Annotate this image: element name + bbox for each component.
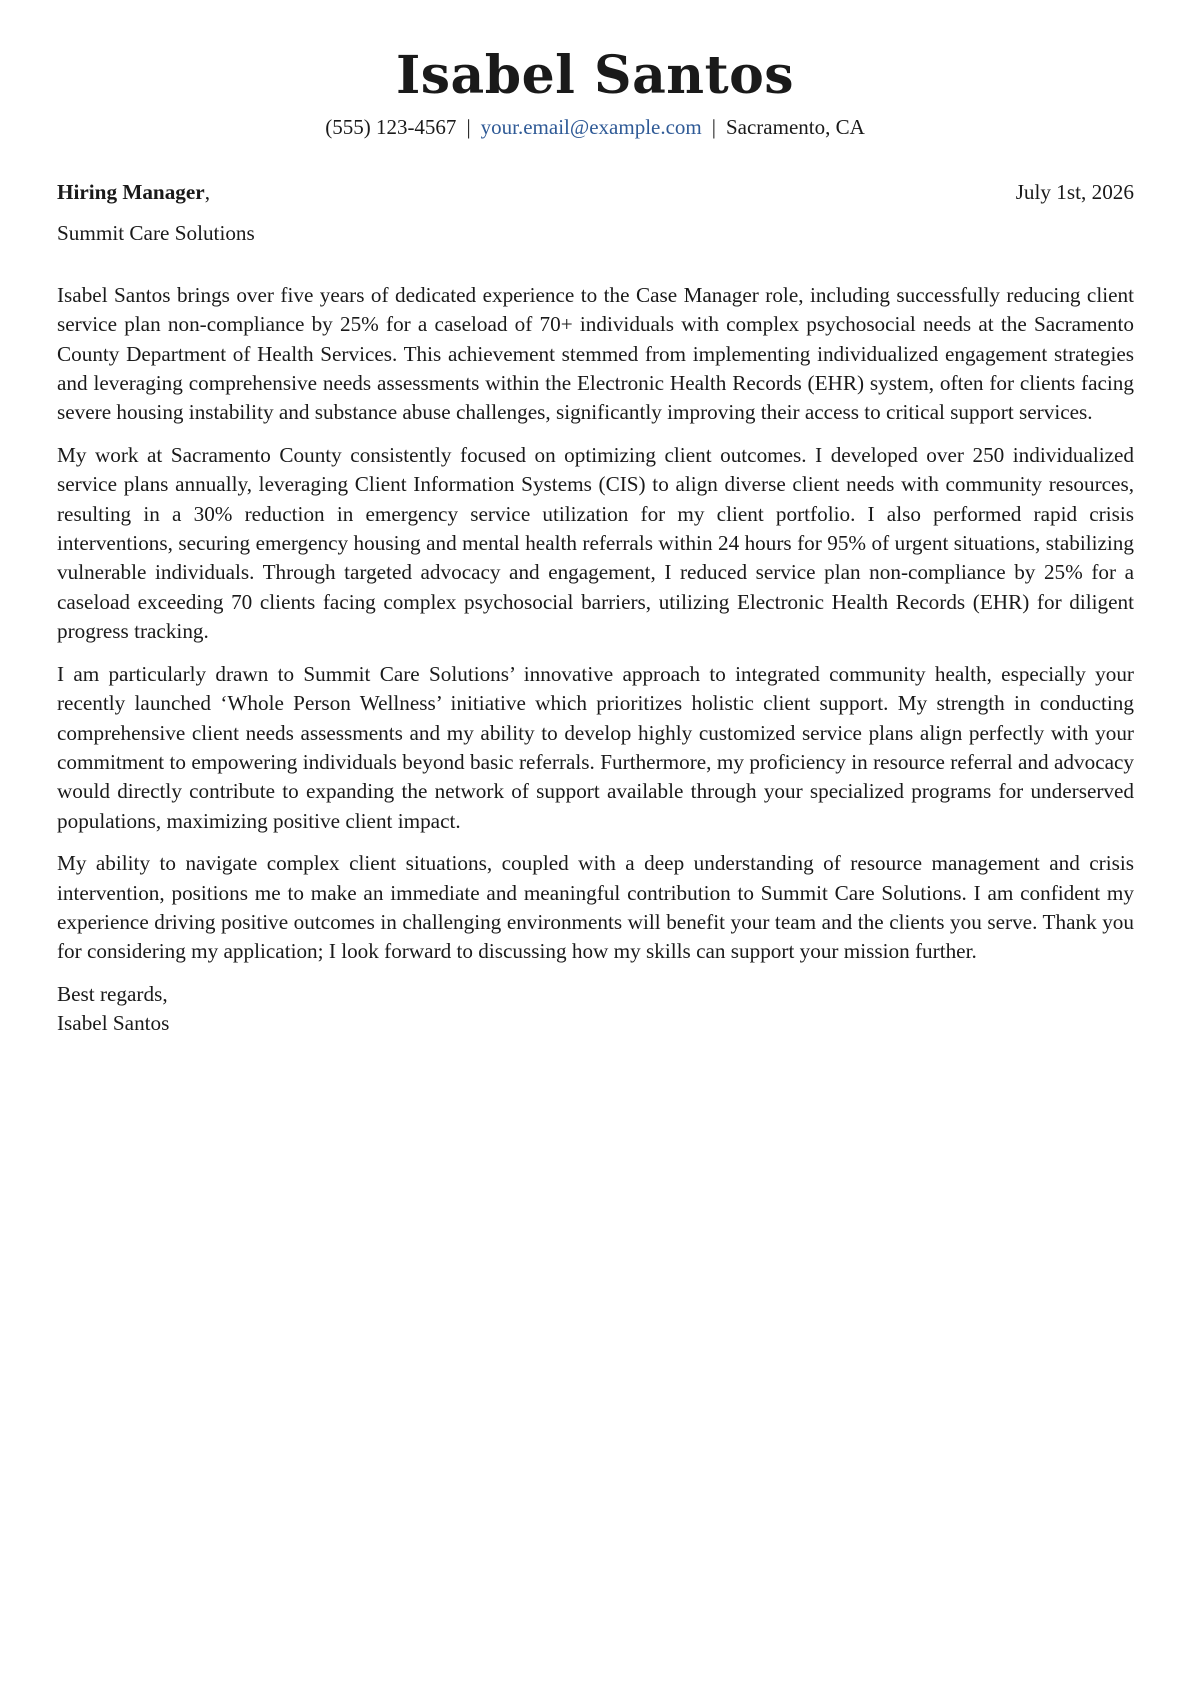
closing-salutation: Best regards, <box>57 981 168 1006</box>
contact-separator: | <box>466 115 471 139</box>
letter-header <box>0 44 1190 142</box>
body-paragraph: My work at Sacramento County consistently focused on optimizing client outcomes. I developed over 250 individualized service plans annually, leveraging Client Information Systems (CIS) to align diverse client needs with community resources, resulting in a 30% reduction in emergency service utilization for my client portfolio. I also performed rapid crisis interventions, securing emergency housing and mental health referrals within 24 hours for 95% of urgent situations, stabilizing vulnerable individuals. Through targeted advocacy and engagement, I reduced service plan non-compliance by 25% for a caseload exceeding 70 clients facing complex psychosocial barriers, utilizing Electronic Health Records (EHR) for diligent progress tracking. <box>57 442 1134 644</box>
body-paragraph: I am particularly drawn to Summit Care Solutions’ innovative approach to integrated community health, especially your recently launched ‘Whole Person Wellness’ initiative which prioritizes holistic client support. My strength in conducting comprehensive client needs assessments and my ability to develop highly customized service plans align perfectly with your commitment to empowering individuals beyond basic referrals. Furthermore, my proficiency in resource referral and advocacy would directly contribute to expanding the network of support available through your specialized programs for underserved populations, maximizing positive client impact. <box>57 661 1134 833</box>
location: Sacramento, CA <box>725 115 865 139</box>
phone-number: (555) 123-4567 <box>325 115 457 139</box>
letter-date: July 1st, 2026 <box>1015 180 1134 204</box>
signature-name: Isabel Santos <box>57 1011 170 1036</box>
applicant-name: Isabel Santos <box>395 45 795 106</box>
contact-separator: | <box>711 115 716 139</box>
recipient-line <box>57 178 210 207</box>
email-link[interactable]: your.email@example.com <box>480 115 702 139</box>
closing-block <box>57 980 1134 1039</box>
body-paragraph: Isabel Santos brings over five years of dedicated experience to the Case Manager role, including successfully reducing client service plan non-compliance by 25% for a caseload of 70+ individuals with complex psychosocial needs at the Sacramento County Department of Health Services. This achievement stemmed from implementing individualized engagement strategies and leveraging comprehensive needs assessments within the Electronic Health Records (EHR) system, often for clients facing severe housing instability and substance abuse challenges, significantly improving their access to critical support services. <box>57 282 1134 425</box>
recipient-name-suffix: , <box>204 180 210 204</box>
body-paragraph: My ability to navigate complex client situations, coupled with a deep understanding of resource management and crisis intervention, positions me to make an immediate and meaningful contribution to Summit Care Solutions. I am confident my experience driving positive outcomes in challenging environments will benefit your team and the clients you serve. Thank you for considering my application; I look forward to discussing how my skills can support your mission further. <box>57 851 1134 964</box>
letter-body <box>57 178 1134 1039</box>
recipient-name: Hiring Manager <box>57 180 205 204</box>
recipient-row <box>57 178 1134 207</box>
recipient-company: Summit Care Solutions <box>57 221 255 246</box>
contact-line <box>0 112 1190 142</box>
